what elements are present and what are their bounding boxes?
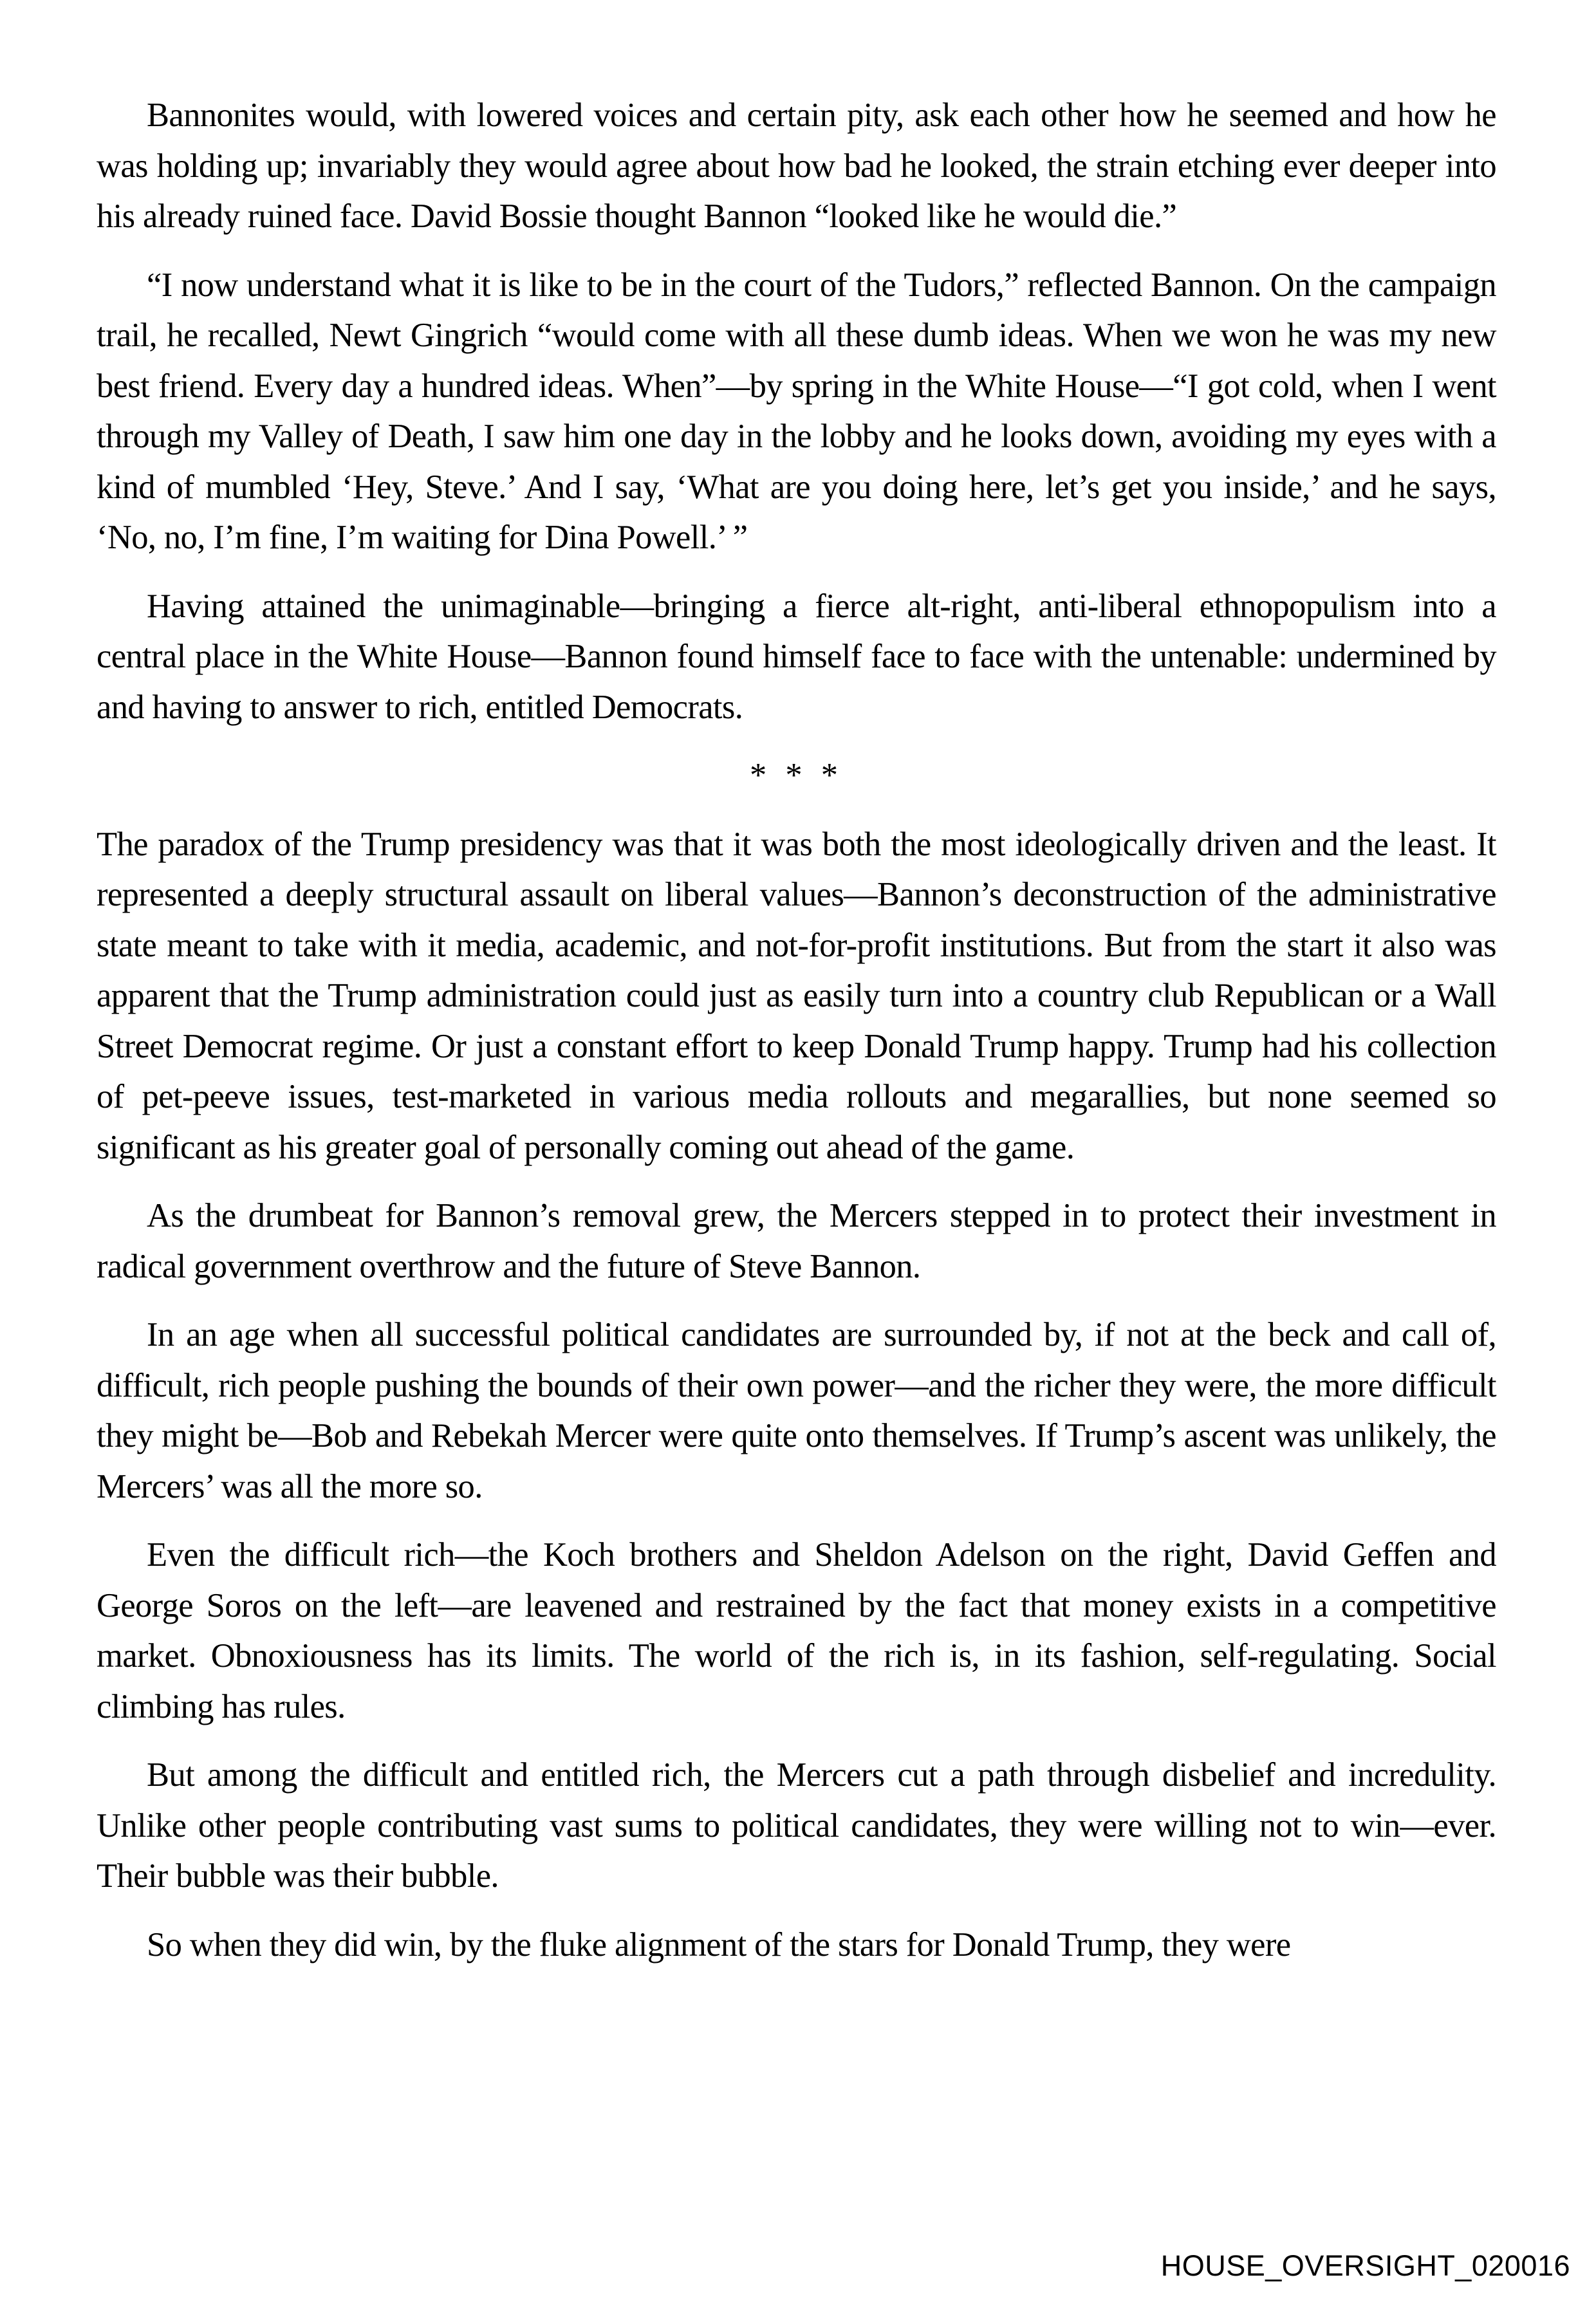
paragraph-bannonites: Bannonites would, with lowered voices and certain pity, ask each other how he seemed and how he was holding up; invariably they would agree about how bad he looked, the strain etching ever deeper into his already ruined face. David Bossie thought Bannon “looked like he would die.” [97, 97, 1496, 235]
paragraph-drumbeat: As the drumbeat for Bannon’s removal grew, the Mercers stepped in to protect their investment in radical government overthrow and the future of Steve Bannon. [97, 1197, 1496, 1285]
paragraph-fluke-win: So when they did win, by the fluke alignment of the stars for Donald Trump, they were [147, 1926, 1291, 1963]
paragraph-difficult-rich: Even the difficult rich—the Koch brothers and Sheldon Adelson on the right, David Geffen and George Soros on the left—are leavened and restrained by the fact that money exists in a competitive market. Obnoxiousness has its limits. The world of the rich is, in its fashion, self-regulating. Social climbing has rules. [97, 1536, 1496, 1725]
paragraph-age-of-rich: In an age when all successful political candidates are surrounded by, if not at the beck and call of, difficult, rich people pushing the bounds of their own power—and the richer they were, the more difficult they might be—Bob and Rebekah Mercer were quite onto themselves. If Trump’s ascent was unlikely, the Mercers’ was all the more so. [97, 1316, 1496, 1505]
bates-number: HOUSE_OVERSIGHT_020016 [1160, 2249, 1570, 2282]
paragraph-paradox: The paradox of the Trump presidency was that it was both the most ideologically driven and the least. It represented a deeply structural assault on liberal values—Bannon’s deconstruction of the administrative state meant to take with it media, academic, and not-for-profit institutions. But from the start it also was apparent that the Trump administration could just as easily turn into a country club Republican or a Wall Street Democrat regime. Or just a constant effort to keep Donald Trump happy. Trump had his collection of pet-peeve issues, test-marketed in various media rollouts and megarallies, but none seemed so significant as his greater goal of personally coming out ahead of the game. [97, 825, 1496, 1166]
paragraph-tudors-quote: “I now understand what it is like to be in the court of the Tudors,” reflected Bannon. On the campaign trail, he recalled, Newt Gingrich “would come with all these dumb ideas. When we won he was my new best friend. Every day a hundred ideas. When”—by spring in the White House—“I got cold, when I went through my Valley of Death, I saw him one day in the lobby and he looks down, avoiding my eyes with a kind of mumbled ‘Hey, Steve.’ And I say, ‘What are you doing here, let’s get you inside,’ and he says, ‘No, no, I’m fine, I’m waiting for Dina Powell.’ ” [97, 266, 1496, 556]
document-page [97, 90, 1496, 1988]
paragraph-unimaginable: Having attained the unimaginable—bringing a fierce alt-right, anti-liberal ethnopopulism into a central place in the White House—Bannon found himself face to face with the untenable: undermined by and having to answer to rich, entitled Democrats. [97, 587, 1496, 726]
paragraph-mercers-path: But among the difficult and entitled rich, the Mercers cut a path through disbelief and incredulity. Unlike other people contributing vast sums to political candidates, they were willing not to win—ever. Their bubble was their bubble. [97, 1756, 1496, 1895]
section-break: * * * [750, 757, 843, 794]
